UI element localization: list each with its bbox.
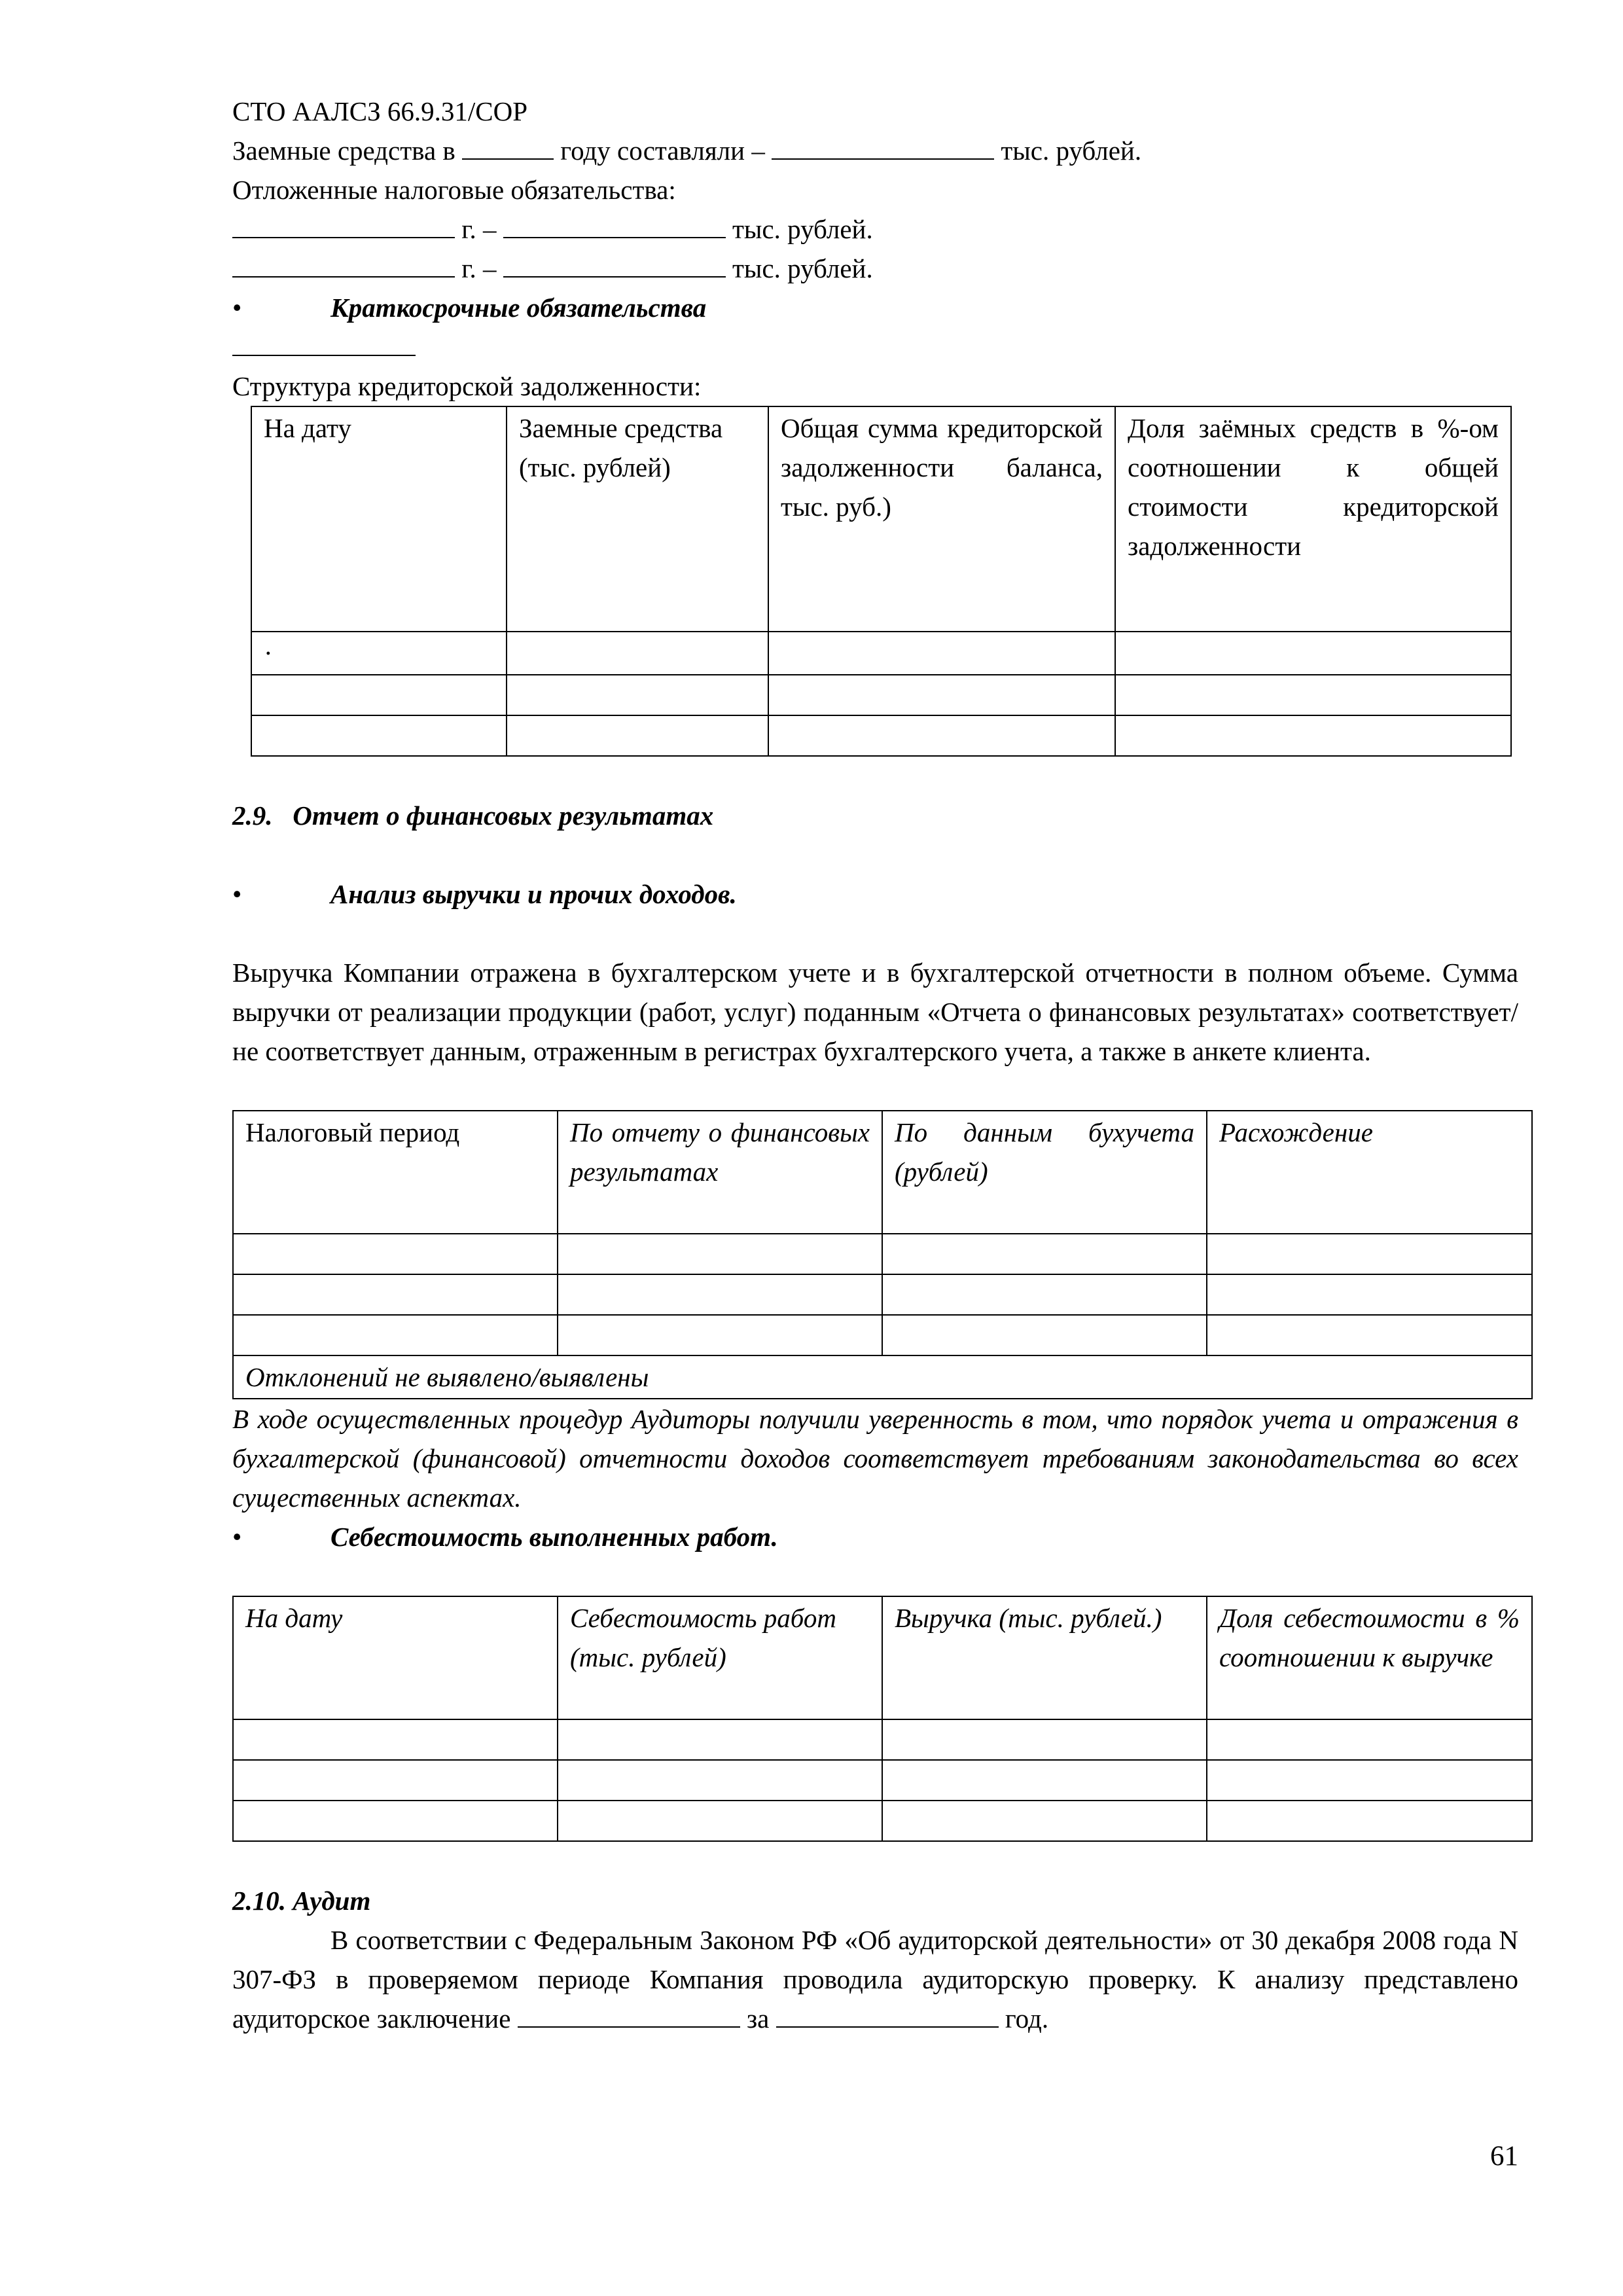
table-cell [233,1801,558,1841]
table-cell [882,1719,1207,1760]
table-cell [1207,1274,1532,1315]
table-cell [882,1801,1207,1841]
page-content [232,92,1518,2038]
table-cell [1207,1315,1532,1355]
payables-caption: Структура кредиторской задолженности: [232,371,702,401]
short-term-heading: • Краткосрочные обязательства [232,293,707,323]
table-cell [882,1274,1207,1315]
payables-table [251,406,1512,757]
blank-field [232,331,416,356]
table-cell [558,1719,882,1760]
doc-code: СТО ААЛСЗ 66.9.31/СОР [232,96,528,126]
table-row [233,1274,1532,1315]
table-cell [1207,1801,1532,1841]
blank-amount [503,253,726,278]
revenue-table [232,1110,1533,1399]
table-cell [233,1315,558,1355]
table-row [233,1801,1532,1841]
table-row [233,1760,1532,1801]
table-cell: · [251,632,507,675]
table-cell [558,1274,882,1315]
table-cell [233,1760,558,1801]
loans-line: Заемные средства в году составляли – тыс. рублей. [232,135,1142,166]
blank-amount [503,213,726,238]
table-cell [1207,1719,1532,1760]
section-2-10-title: 2.10. Аудит [232,1886,371,1916]
table-cell [1115,675,1511,715]
table-cell [1115,632,1511,675]
table-cell [233,1719,558,1760]
section-2-9-title: 2.9. Отчет о финансовых результатах [232,800,714,831]
header-cell: Себестоимость работ (тыс. рублей) [558,1596,882,1719]
table-cell [558,1234,882,1274]
table-cell [882,1315,1207,1355]
table-cell [507,715,768,756]
header-cell: Доля себестоимости в % соотношении к выручке [1207,1596,1532,1719]
header-cell: Налоговый период [233,1111,558,1234]
table-row [251,715,1511,756]
table-footer-cell: Отклонений не выявлено/выявлены [233,1355,1532,1399]
table-cell [882,1760,1207,1801]
table-row [233,1234,1532,1274]
table-cell [233,1274,558,1315]
table-header-row [233,1111,1532,1234]
header-cell: Общая сумма кредиторской задолженности баланса, тыс. руб.) [768,406,1115,632]
blank-conclusion [518,2003,740,2028]
table-cell [558,1760,882,1801]
table-cell [768,715,1115,756]
deferred-tax-line-1: г. – тыс. рублей. [232,209,1518,249]
header-cell: Расхождение [1207,1111,1532,1234]
table-cell [1115,715,1511,756]
table-cell [1207,1234,1532,1274]
table-cell [558,1315,882,1355]
header-cell: По данным бухучета (рублей) [882,1111,1207,1234]
header-cell: На дату [233,1596,558,1719]
table-row [251,632,1511,675]
deferred-tax-label: Отложенные налоговые обязательства: [232,175,676,205]
auditor-note: В ходе осуществленных процедур Аудиторы получили уверенность в том, что порядок учета и отражения в бухгалтерской (финансовой) отчетности доходов соответствует требованиям законодательства во всех существенных аспектах. [232,1404,1518,1513]
header-cell: Заемные средства (тыс. рублей) [507,406,768,632]
table-cell [1207,1760,1532,1801]
table-cell [507,675,768,715]
blank-year [776,2003,999,2028]
blank-year [232,213,455,238]
table-cell [233,1234,558,1274]
table-row [233,1315,1532,1355]
table-cell [882,1234,1207,1274]
header-cell: По отчету о финансовых результатах [558,1111,882,1234]
table-cell [251,715,507,756]
table-cell [251,675,507,715]
audit-paragraph: В соответствии с Федеральным Законом РФ «Об аудиторской деятельности» от 30 декабря 2008 года N 307-ФЗ в проверяемом периоде Компания проводила аудиторскую проверку. К анализу представлено аудиторское заключение за год. [232,1925,1518,2034]
short-term-blank-line [232,327,1518,367]
deferred-tax-line-2: г. – тыс. рублей. [232,249,1518,288]
blank-year [232,253,455,278]
table-header-row [251,406,1511,632]
table-header-row [233,1596,1532,1719]
table-cell [768,632,1115,675]
blank-amount [772,135,994,160]
table-row [251,675,1511,715]
header-cell: Доля заёмных средств в %-ом соотношении к общей стоимости кредиторской задолженности [1115,406,1511,632]
blank-year [462,135,554,160]
revenue-paragraph: Выручка Компании отражена в бухгалтерском учете и в бухгалтерской отчетности в полном объеме. Сумма выручки от реализации продукции (работ, услуг) поданным «Отчета о финансовых результатах» соответствует/не соответствует данным, отраженным в регистрах бухгалтерского учета, а также в анкете клиента. [232,958,1518,1066]
table-cell [768,675,1115,715]
table-footer-row [233,1355,1532,1399]
cost-table [232,1596,1533,1842]
table-cell [558,1801,882,1841]
cost-heading: • Себестоимость выполненных работ. [232,1522,778,1552]
header-cell: Выручка (тыс. рублей.) [882,1596,1207,1719]
table-cell [507,632,768,675]
table-row [233,1719,1532,1760]
page-number: 61 [1490,2141,1518,2172]
revenue-analysis-heading: • Анализ выручки и прочих доходов. [232,879,737,909]
header-cell: На дату [251,406,507,632]
